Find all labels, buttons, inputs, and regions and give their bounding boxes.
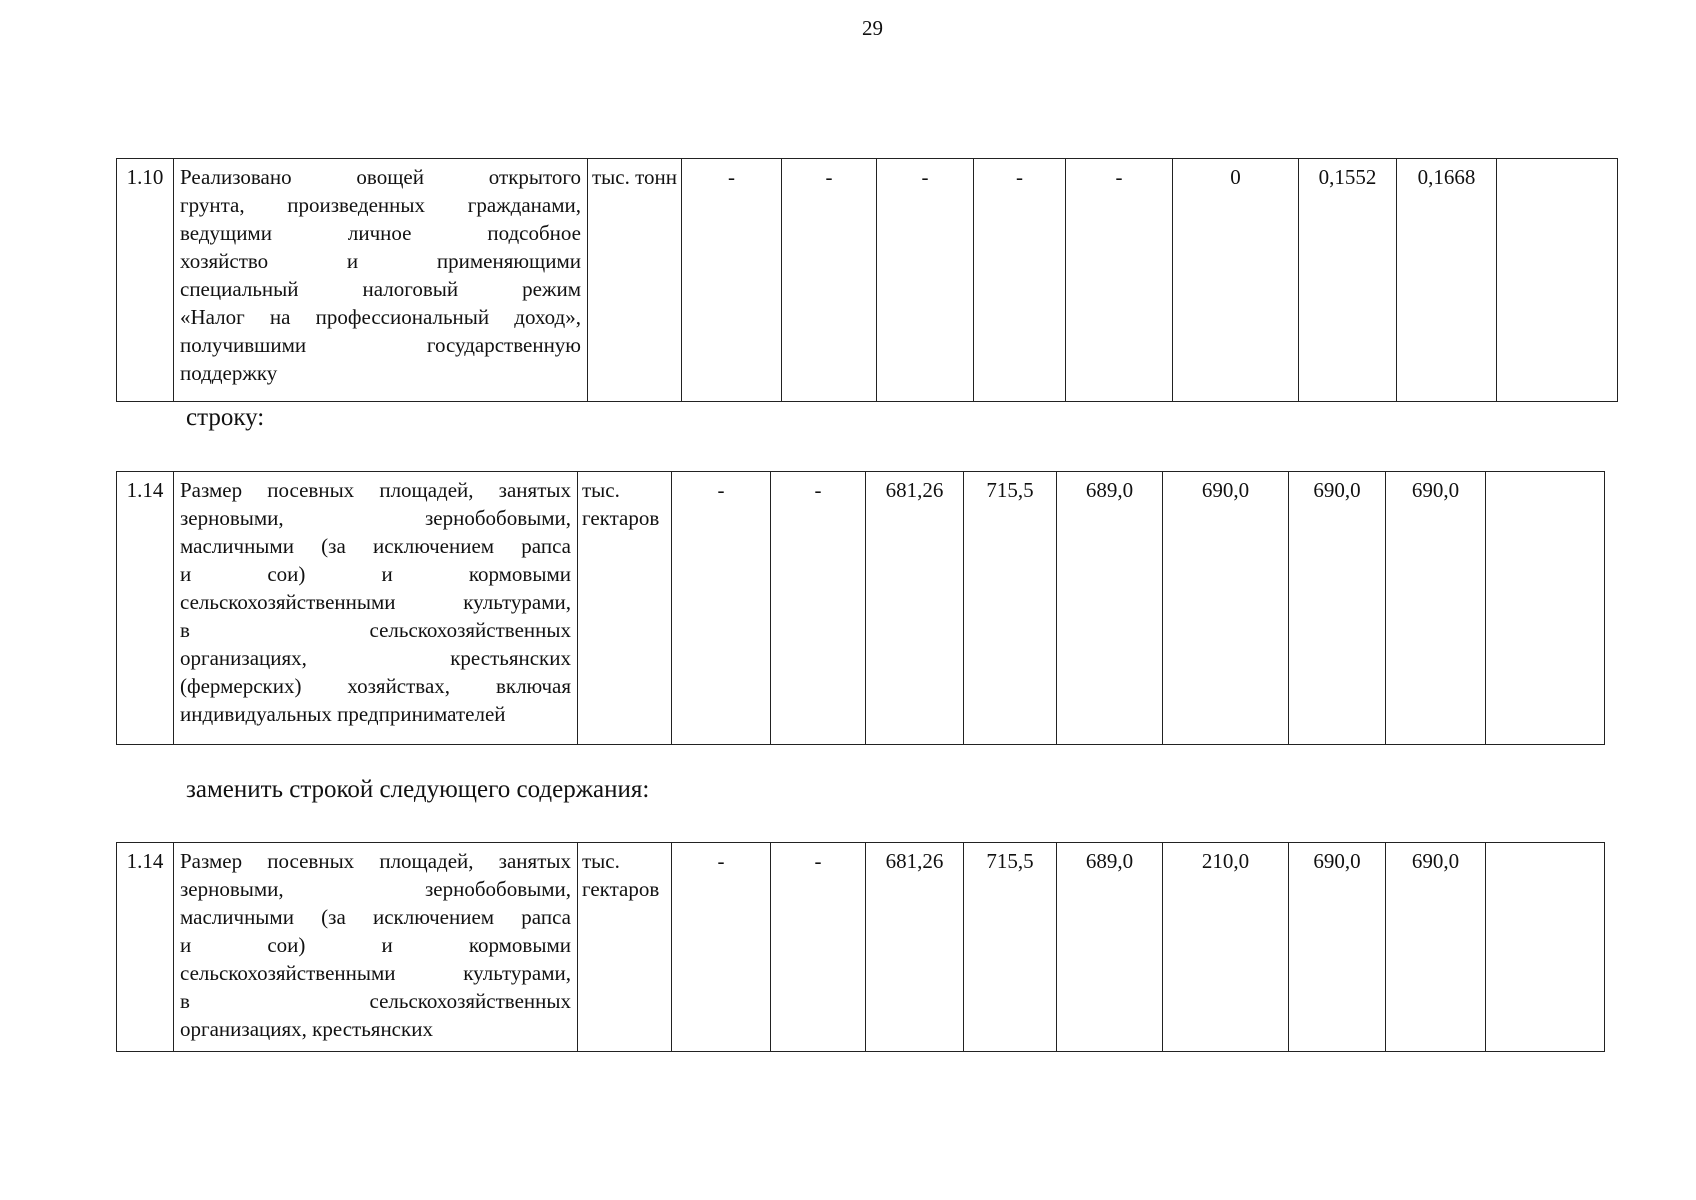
value-cell: -	[877, 159, 974, 402]
value-cell	[1486, 472, 1605, 745]
value-cell: 689,0	[1057, 472, 1163, 745]
description-line: сельскохозяйственными культурами,	[180, 961, 571, 985]
caption-row-label: строку:	[186, 404, 265, 431]
value-cell: 715,5	[964, 843, 1057, 1052]
indicator-table-2	[116, 471, 1605, 745]
indicator-table-1	[116, 158, 1618, 402]
row-number: 1.10	[117, 159, 174, 402]
caption-replace-instruction: заменить строкой следующего содержания:	[186, 776, 650, 803]
page-number: 29	[862, 16, 883, 40]
value-cell: -	[771, 843, 866, 1052]
value-cell: -	[1066, 159, 1173, 402]
indicator-description	[174, 472, 578, 745]
value-cell: 210,0	[1163, 843, 1289, 1052]
description-line: хозяйство и применяющими	[180, 249, 581, 273]
description-line: в сельскохозяйственных	[180, 618, 571, 642]
description-line: масличными (за исключением рапса	[180, 534, 571, 558]
value-cell: 715,5	[964, 472, 1057, 745]
description-line: (фермерских) хозяйствах, включая	[180, 674, 571, 698]
table-row	[117, 843, 1605, 1052]
description-line: сельскохозяйственными культурами,	[180, 590, 571, 614]
value-cell: -	[771, 472, 866, 745]
value-cell: -	[682, 159, 782, 402]
row-number: 1.14	[117, 843, 174, 1052]
unit-cell: тыс. гектаров	[578, 843, 672, 1052]
description-line: зерновыми, зернобобовыми,	[180, 506, 571, 530]
value-cell: 0,1668	[1397, 159, 1497, 402]
value-cell: -	[974, 159, 1066, 402]
value-cell	[1497, 159, 1618, 402]
description-line: ведущими личное подсобное	[180, 221, 581, 245]
value-cell: 690,0	[1289, 843, 1386, 1052]
table-row	[117, 159, 1618, 402]
value-cell: -	[782, 159, 877, 402]
description-line: специальный налоговый режим	[180, 277, 581, 301]
description-line: и сои) и кормовыми	[180, 933, 571, 957]
indicator-description	[174, 843, 578, 1052]
value-cell: -	[672, 843, 771, 1052]
value-cell	[1486, 843, 1605, 1052]
description-line: получившими государственную	[180, 333, 581, 357]
value-cell: 681,26	[866, 472, 964, 745]
value-cell: 689,0	[1057, 843, 1163, 1052]
unit-cell: тыс. тонн	[588, 159, 682, 402]
unit-cell: тыс. гектаров	[578, 472, 672, 745]
value-cell: 690,0	[1386, 843, 1486, 1052]
description-line: и сои) и кормовыми	[180, 562, 571, 586]
row-number: 1.14	[117, 472, 174, 745]
value-cell: 0,1552	[1299, 159, 1397, 402]
description-line: масличными (за исключением рапса	[180, 905, 571, 929]
description-line: в сельскохозяйственных	[180, 989, 571, 1013]
value-cell: -	[672, 472, 771, 745]
indicator-table-3	[116, 842, 1605, 1052]
description-line: зерновыми, зернобобовыми,	[180, 877, 571, 901]
indicator-description	[174, 159, 588, 402]
description-line: организациях, крестьянских	[180, 1017, 433, 1041]
value-cell: 690,0	[1289, 472, 1386, 745]
description-line: организациях, крестьянских	[180, 646, 571, 670]
description-line: грунта, произведенных гражданами,	[180, 193, 581, 217]
table-row	[117, 472, 1605, 745]
description-line: Реализовано овощей открытого	[180, 165, 581, 189]
description-line: поддержку	[180, 361, 278, 385]
value-cell: 0	[1173, 159, 1299, 402]
description-line: Размер посевных площадей, занятых	[180, 849, 571, 873]
value-cell: 681,26	[866, 843, 964, 1052]
description-line: «Налог на профессиональный доход»,	[180, 305, 581, 329]
description-line: Размер посевных площадей, занятых	[180, 478, 571, 502]
value-cell: 690,0	[1386, 472, 1486, 745]
description-line: индивидуальных предпринимателей	[180, 702, 506, 726]
value-cell: 690,0	[1163, 472, 1289, 745]
